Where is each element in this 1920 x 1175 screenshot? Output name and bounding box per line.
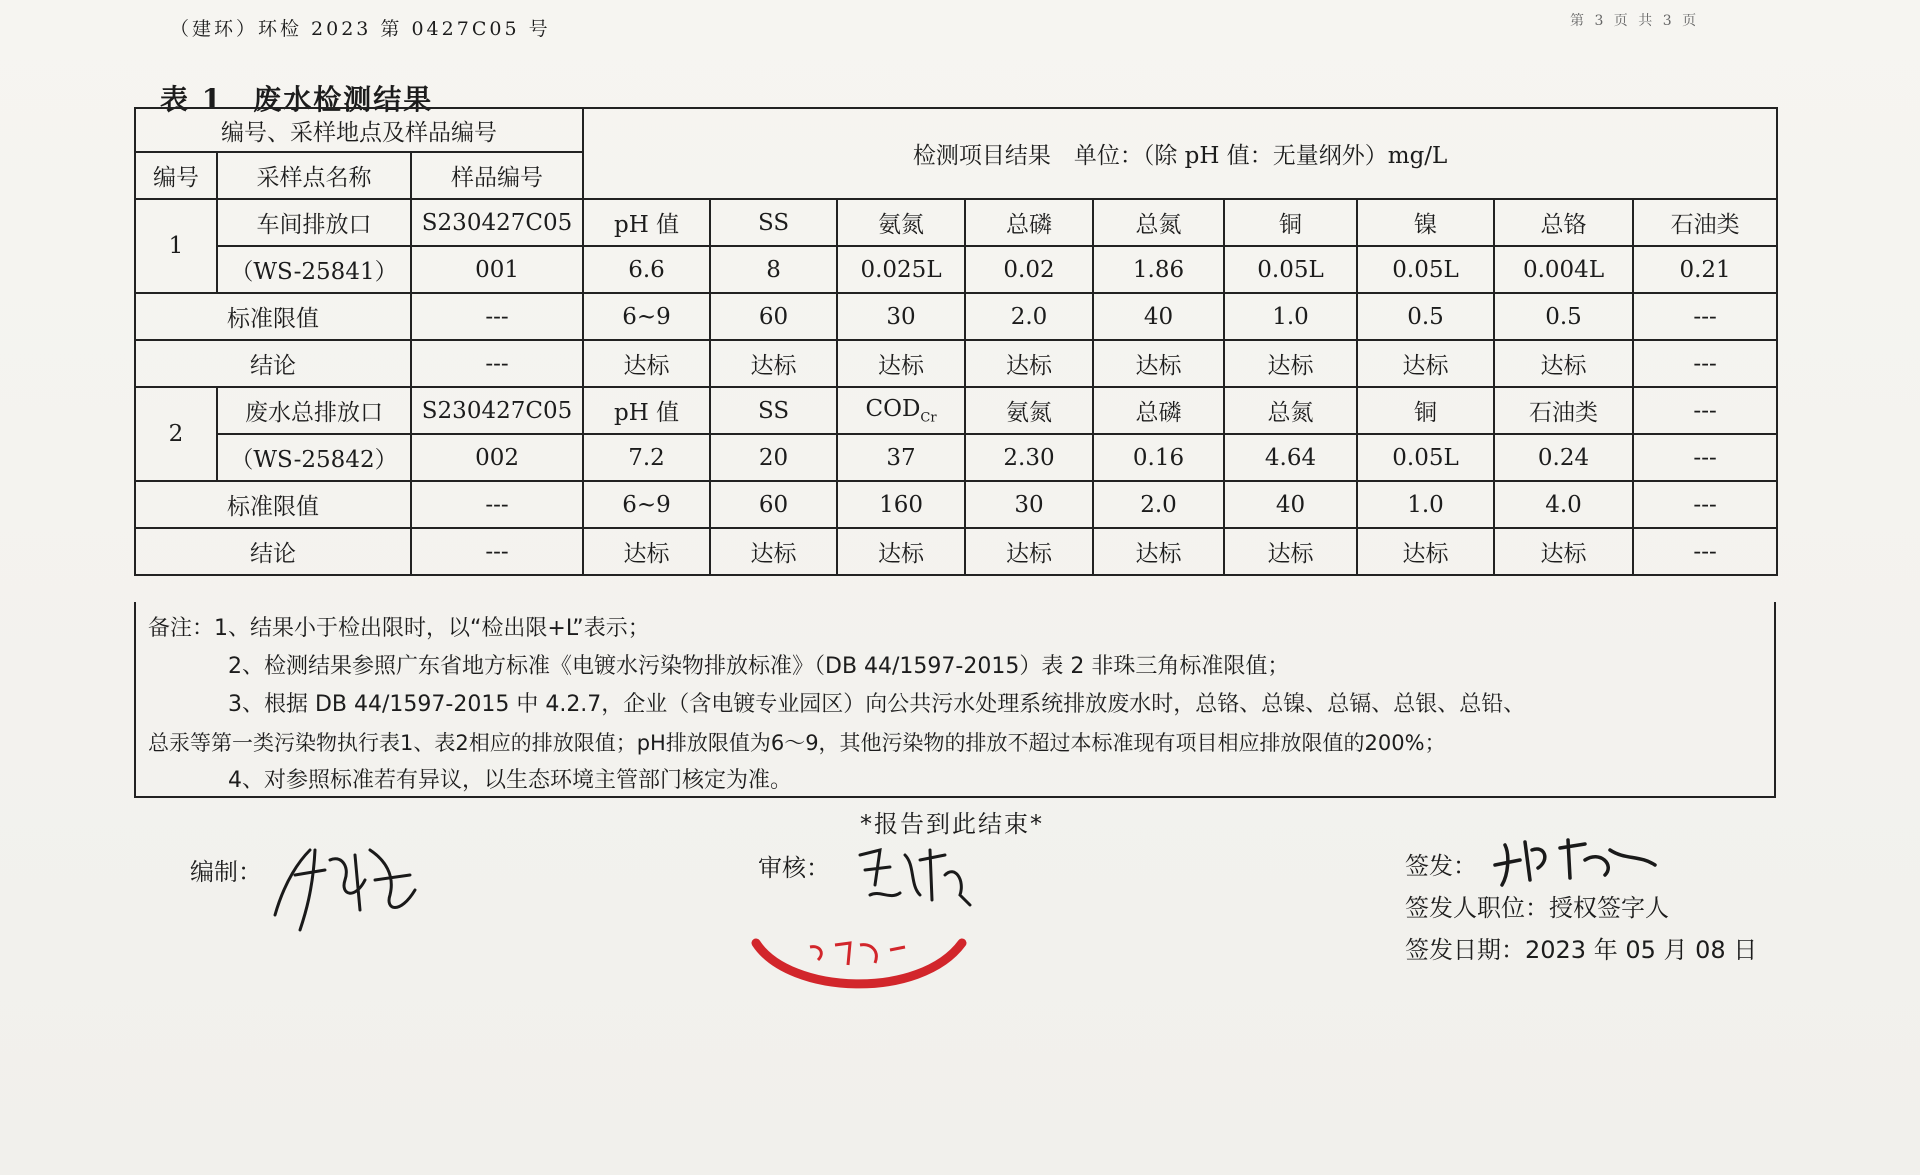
result-value: 0.21 <box>1633 246 1777 293</box>
remark-2: 2、检测结果参照广东省地方标准《电镀水污染物排放标准》（DB 44/1597-2015）表 2 非珠三角标准限值； <box>228 654 1290 679</box>
page-number: 第 3 页 共 3 页 <box>1570 13 1700 29</box>
table-title: 表 1 废水检测结果 <box>160 83 434 116</box>
result-value: 20 <box>710 434 837 481</box>
sample-site-name: 废水总排放口 <box>217 387 411 434</box>
end-of-report: *报告到此结束* <box>860 810 1044 838</box>
item-name: --- <box>1633 387 1777 434</box>
result-value: 0.05L <box>1357 246 1494 293</box>
limit-value: 0.5 <box>1357 293 1494 340</box>
limit-value: 1.0 <box>1357 481 1494 528</box>
item-name: 铜 <box>1357 387 1494 434</box>
item-name: 总氮 <box>1224 387 1357 434</box>
sample-rows <box>135 199 1777 575</box>
limit-value: --- <box>1633 293 1777 340</box>
result-value: --- <box>1633 434 1777 481</box>
standard-limit-label: 标准限值 <box>135 293 411 340</box>
item-name: 总氮 <box>1093 199 1224 246</box>
sample-number: 2 <box>135 387 217 481</box>
limit-value: 6~9 <box>583 481 710 528</box>
dash-cell: --- <box>411 293 583 340</box>
remark-3a: 3、根据 DB 44/1597-2015 中 4.2.7，企业（含电镀专业园区）向公共污水处理系统排放废水时，总铬、总镍、总镉、总银、总铅、 <box>228 692 1526 717</box>
limit-value: 40 <box>1093 293 1224 340</box>
item-name: 总铬 <box>1494 199 1633 246</box>
limit-value: 30 <box>837 293 965 340</box>
result-value: 0.025L <box>837 246 965 293</box>
prepared-label: 编制： <box>190 858 262 886</box>
reviewed-label: 审核： <box>758 854 830 882</box>
conclusion-label: 结论 <box>135 528 411 575</box>
item-name: 氨氮 <box>965 387 1093 434</box>
item-name: pH 值 <box>583 199 710 246</box>
limit-value: 0.5 <box>1494 293 1633 340</box>
item-name: 铜 <box>1224 199 1357 246</box>
col-no-header: 编号 <box>135 152 217 199</box>
sample-id-prefix: S230427C05 <box>411 387 583 434</box>
sample-id-suffix: 001 <box>411 246 583 293</box>
wastewater-results-table <box>134 107 1778 576</box>
dash-cell: --- <box>411 528 583 575</box>
official-seal-stamp <box>750 915 970 1005</box>
item-name: $COD_{Cr}$ <box>837 387 965 434</box>
remark-1: 备注：1、结果小于检出限时，以“检出限+L”表示； <box>148 616 650 641</box>
sample-site-code: （WS-25842） <box>217 434 411 481</box>
result-value: 0.02 <box>965 246 1093 293</box>
sample-id-suffix: 002 <box>411 434 583 481</box>
conclusion-value: 达标 <box>965 528 1093 575</box>
item-name: 总磷 <box>1093 387 1224 434</box>
issuer-signature <box>1490 830 1660 890</box>
limit-value: 30 <box>965 481 1093 528</box>
conclusion-value: 达标 <box>1224 528 1357 575</box>
dash-cell: --- <box>411 481 583 528</box>
result-value: 7.2 <box>583 434 710 481</box>
result-value: 0.24 <box>1494 434 1633 481</box>
conclusion-value: --- <box>1633 528 1777 575</box>
result-value: 0.05L <box>1357 434 1494 481</box>
standard-limit-label: 标准限值 <box>135 481 411 528</box>
result-value: 6.6 <box>583 246 710 293</box>
remark-3b: 总汞等第一类污染物执行表1、表2相应的排放限值；pH排放限值为6～9，其他污染物的排放不超过本标准现有项目相应排放限值的200%； <box>148 731 1446 755</box>
item-name: SS <box>710 387 837 434</box>
limit-value: 2.0 <box>1093 481 1224 528</box>
item-name: 氨氮 <box>837 199 965 246</box>
limit-value: 60 <box>710 481 837 528</box>
conclusion-value: 达标 <box>1357 528 1494 575</box>
limit-value: 2.0 <box>965 293 1093 340</box>
conclusion-value: 达标 <box>583 528 710 575</box>
cod-subscript: Cr <box>920 410 937 426</box>
item-name: 石油类 <box>1494 387 1633 434</box>
conclusion-value: 达标 <box>710 528 837 575</box>
sample-site-code: （WS-25841） <box>217 246 411 293</box>
conclusion-value: 达标 <box>965 340 1093 387</box>
limit-value: 1.0 <box>1224 293 1357 340</box>
sample-id-prefix: S230427C05 <box>411 199 583 246</box>
col-sample-header: 样品编号 <box>411 152 583 199</box>
group-header: 编号、采样地点及样品编号 <box>135 108 583 152</box>
result-value: 4.64 <box>1224 434 1357 481</box>
item-name: 总磷 <box>965 199 1093 246</box>
result-value: 1.86 <box>1093 246 1224 293</box>
conclusion-value: 达标 <box>1093 340 1224 387</box>
conclusion-value: 达标 <box>710 340 837 387</box>
issued-label: 签发： <box>1405 852 1477 880</box>
document-number: （建环）环检 2023 第 0427C05 号 <box>170 18 551 40</box>
conclusion-value: 达标 <box>837 528 965 575</box>
conclusion-value: 达标 <box>837 340 965 387</box>
item-name: 石油类 <box>1633 199 1777 246</box>
results-header: 检测项目结果 单位：（除 pH 值：无量纲外）mg/L <box>583 108 1777 199</box>
result-value: 0.004L <box>1494 246 1633 293</box>
result-value: 37 <box>837 434 965 481</box>
sample-number: 1 <box>135 199 217 293</box>
remark-4: 4、对参照标准若有异议，以生态环境主管部门核定为准。 <box>228 768 792 793</box>
conclusion-value: 达标 <box>1494 528 1633 575</box>
conclusion-value: 达标 <box>1357 340 1494 387</box>
col-site-header: 采样点名称 <box>217 152 411 199</box>
limit-value: 40 <box>1224 481 1357 528</box>
conclusion-value: --- <box>1633 340 1777 387</box>
sample-site-name: 车间排放口 <box>217 199 411 246</box>
reviewed-signature <box>850 835 980 915</box>
issue-date: 签发日期：2023 年 05 月 08 日 <box>1405 936 1758 964</box>
item-name: SS <box>710 199 837 246</box>
limit-value: 6~9 <box>583 293 710 340</box>
conclusion-value: 达标 <box>1224 340 1357 387</box>
conclusion-value: 达标 <box>1093 528 1224 575</box>
prepared-signature <box>255 820 425 940</box>
conclusion-value: 达标 <box>1494 340 1633 387</box>
result-value: 0.05L <box>1224 246 1357 293</box>
limit-value: 160 <box>837 481 965 528</box>
limit-value: 60 <box>710 293 837 340</box>
conclusion-value: 达标 <box>583 340 710 387</box>
issuer-title: 签发人职位：授权签字人 <box>1405 894 1669 922</box>
limit-value: 4.0 <box>1494 481 1633 528</box>
dash-cell: --- <box>411 340 583 387</box>
result-value: 2.30 <box>965 434 1093 481</box>
item-name: 镍 <box>1357 199 1494 246</box>
result-value: 0.16 <box>1093 434 1224 481</box>
result-value: 8 <box>710 246 837 293</box>
conclusion-label: 结论 <box>135 340 411 387</box>
remarks-section <box>134 602 1776 798</box>
item-name: pH 值 <box>583 387 710 434</box>
limit-value: --- <box>1633 481 1777 528</box>
